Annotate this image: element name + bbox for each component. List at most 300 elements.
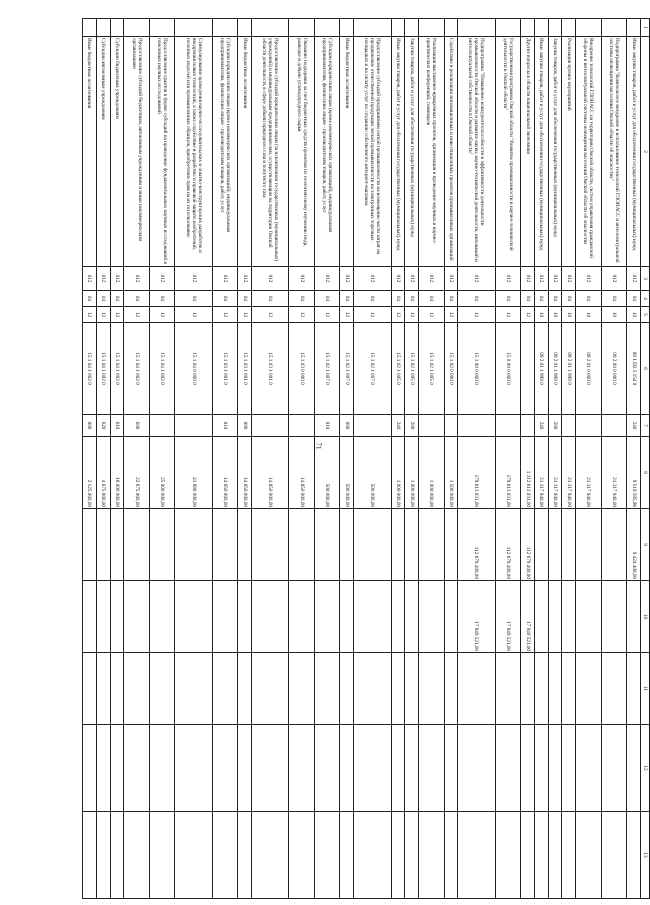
amount-cell xyxy=(96,812,110,899)
target-article-cell: 15 1 00 0 000 0 xyxy=(458,323,495,415)
amount-cell xyxy=(289,581,315,653)
amount-cell xyxy=(289,812,315,899)
column-number: 3 xyxy=(641,267,650,291)
row-name-cell: Закупка товаров, работ и услуг для обеспечения государственных (муниципальных) нужд xyxy=(548,37,562,267)
amount-cell xyxy=(212,653,238,725)
row-name-cell: Реализация прочих мероприятий xyxy=(562,37,576,267)
amount-cell xyxy=(495,812,521,899)
subsection-cell: 12 xyxy=(391,307,405,323)
expense-type-cell: 800 xyxy=(238,415,252,437)
amount-cell xyxy=(354,812,391,899)
expense-type-cell xyxy=(495,415,521,437)
amount-cell xyxy=(576,812,602,899)
row-number-cell xyxy=(391,19,405,37)
amount-cell: 41 880 000,00 xyxy=(175,437,212,509)
row-number-cell xyxy=(124,19,150,37)
row-name-cell: Предоставление субсидий предприятиям легкой промышленности на возмещение части затрат на продвижение отечественной продукции легкой промышленности на электронных торговых площадках и на оплату услуг по созданию собственного интернет-магазина xyxy=(354,37,391,267)
table-row xyxy=(175,19,212,899)
row-name-cell: Закупка товаров, работ и услуг для обеспечения государственных (муниципальных) нужд xyxy=(405,37,419,267)
amount-cell xyxy=(562,653,576,725)
amount-cell xyxy=(419,725,445,812)
expense-type-cell xyxy=(521,415,535,437)
expense-type-cell xyxy=(444,415,458,437)
amount-cell xyxy=(601,509,627,581)
amount-cell: 17 949 521,00 xyxy=(458,581,495,653)
amount-cell xyxy=(83,725,97,812)
row-number-cell xyxy=(110,19,124,37)
section-cell: 04 xyxy=(548,291,562,307)
row-name-cell: Предоставление субсидий бюджетным, автономным учреждениям и иным некоммерческим организациям xyxy=(124,37,150,267)
section-cell: 04 xyxy=(149,291,175,307)
subsection-cell: 12 xyxy=(83,307,97,323)
row-name-cell: Предоставление субсидий юридическим лицам (за исключением государственных (муниципальных) учреждений) и индивидуальным предпринимателям, осуществляющим на территории Омской области деятельность в сфере добычи природного газа и попутного газа xyxy=(252,37,289,267)
amount-cell xyxy=(289,653,315,725)
amount-cell xyxy=(601,725,627,812)
amount-cell: 25 000 000,00 xyxy=(149,437,175,509)
amount-cell xyxy=(124,509,150,581)
amount-cell: 2 125 000,00 xyxy=(83,437,97,509)
admin-code-cell: 012 xyxy=(391,267,405,291)
expense-type-cell: 610 xyxy=(110,415,124,437)
table-row xyxy=(405,19,419,899)
subsection-cell: 12 xyxy=(212,307,238,323)
row-name-cell: Иные закупки товаров, работ и услуг для обеспечения государственных (муниципальных) нужд xyxy=(534,37,548,267)
section-cell: 04 xyxy=(175,291,212,307)
table-row xyxy=(340,19,354,899)
row-name-cell: Реализация выставочно-ярмарочных проектов, организация и проведение научных и научно-практических конференций, семинаров xyxy=(419,37,445,267)
amount-cell xyxy=(340,509,354,581)
amount-cell xyxy=(340,725,354,812)
amount-cell xyxy=(96,509,110,581)
admin-code-cell: 012 xyxy=(444,267,458,291)
expense-type-cell xyxy=(601,415,627,437)
target-article-cell: 15 1 04 1 002 0 xyxy=(124,323,150,415)
amount-cell: 112 678 400,00 xyxy=(458,509,495,581)
amount-cell xyxy=(562,725,576,812)
table-row xyxy=(601,19,627,899)
amount-cell xyxy=(458,725,495,812)
row-number-cell xyxy=(289,19,315,37)
amount-cell xyxy=(627,725,641,812)
target-article-cell: 15 1 02 1 007 0 xyxy=(340,323,354,415)
amount-cell xyxy=(212,812,238,899)
amount-cell xyxy=(391,653,405,725)
table-row xyxy=(149,19,175,899)
table-row xyxy=(110,19,124,899)
amount-cell xyxy=(314,581,340,653)
expense-type-cell xyxy=(289,415,315,437)
row-name-cell: Иные бюджетные ассигнования xyxy=(340,37,354,267)
expense-type-cell: 800 xyxy=(340,415,354,437)
amount-cell xyxy=(212,509,238,581)
amount-cell xyxy=(458,653,495,725)
column-number: 5 xyxy=(641,307,650,323)
amount-cell xyxy=(252,581,289,653)
admin-code-cell: 012 xyxy=(96,267,110,291)
row-number-cell xyxy=(576,19,602,37)
subsection-cell: 12 xyxy=(340,307,354,323)
admin-code-cell: 012 xyxy=(405,267,419,291)
row-name-cell: Иные закупки товаров, работ и услуг для обеспечения государственных (муниципальных) нужд xyxy=(391,37,405,267)
admin-code-cell: 012 xyxy=(124,267,150,291)
expense-type-cell: 200 xyxy=(405,415,419,437)
section-cell: 04 xyxy=(444,291,458,307)
section-cell: 04 xyxy=(212,291,238,307)
amount-cell xyxy=(314,509,340,581)
table-row xyxy=(96,19,110,899)
column-number: 8 xyxy=(641,437,650,509)
subsection-cell: 12 xyxy=(124,307,150,323)
table-row xyxy=(238,19,252,899)
row-name-cell: Другие вопросы в области национальной экономики xyxy=(521,37,535,267)
target-article-cell: 15 1 04 1 002 0 xyxy=(96,323,110,415)
amount-cell xyxy=(444,725,458,812)
amount-cell xyxy=(444,653,458,725)
amount-cell xyxy=(548,581,562,653)
amount-cell xyxy=(149,509,175,581)
subsection-cell: 12 xyxy=(354,307,391,323)
column-number: 9 xyxy=(641,509,650,581)
amount-cell xyxy=(391,509,405,581)
target-article-cell: 15 1 04 1 002 0 xyxy=(110,323,124,415)
amount-cell xyxy=(175,725,212,812)
admin-code-cell: 012 xyxy=(548,267,562,291)
table-row xyxy=(314,19,340,899)
admin-code-cell: 012 xyxy=(83,267,97,291)
row-number-cell xyxy=(212,19,238,37)
row-name-cell: Субсидии юридическим лицам (кроме некоммерческих организаций), индивидуальным предпринимателям, физическим лицам - производителям товаров, работ, услуг xyxy=(212,37,238,267)
amount-cell xyxy=(405,653,419,725)
subsection-cell: 12 xyxy=(444,307,458,323)
amount-cell xyxy=(405,581,419,653)
amount-cell: 179 813 031,00 xyxy=(495,437,521,509)
admin-code-cell: 012 xyxy=(495,267,521,291)
column-number: 7 xyxy=(641,415,650,437)
amount-cell xyxy=(175,509,212,581)
admin-code-cell: 012 xyxy=(252,267,289,291)
amount-cell xyxy=(419,509,445,581)
amount-cell: 500 000,00 xyxy=(354,437,391,509)
column-numbers-row xyxy=(641,19,650,899)
amount-cell xyxy=(83,812,97,899)
table-row xyxy=(391,19,405,899)
table-row xyxy=(458,19,495,899)
amount-cell: 1 312 813 031,00 xyxy=(521,437,535,509)
expense-type-cell: 600 xyxy=(124,415,150,437)
amount-cell xyxy=(314,725,340,812)
expense-type-cell xyxy=(149,415,175,437)
admin-code-cell: 012 xyxy=(521,267,535,291)
subsection-cell: 10 xyxy=(562,307,576,323)
section-cell: 04 xyxy=(354,291,391,307)
row-name-cell: Иные бюджетные ассигнования xyxy=(238,37,252,267)
budget-table xyxy=(82,18,650,899)
target-article-cell: 15 1 03 1 001 0 xyxy=(238,323,252,415)
amount-cell xyxy=(562,581,576,653)
admin-code-cell: 012 xyxy=(238,267,252,291)
amount-cell: 9 519 595,96 xyxy=(627,437,641,509)
amount-cell xyxy=(340,653,354,725)
row-number-cell xyxy=(548,19,562,37)
amount-cell: 21 317 940,00 xyxy=(601,437,627,509)
target-article-cell: 09 2 01 1 999 0 xyxy=(548,323,562,415)
amount-cell xyxy=(444,581,458,653)
amount-cell xyxy=(521,812,535,899)
target-article-cell: 15 1 02 1 007 0 xyxy=(354,323,391,415)
subsection-cell: 10 xyxy=(534,307,548,323)
target-article-cell: 15 1 04 0 000 0 xyxy=(175,323,212,415)
section-cell: 04 xyxy=(495,291,521,307)
admin-code-cell: 012 xyxy=(562,267,576,291)
amount-cell: 14 850 000,00 xyxy=(252,437,289,509)
amount-cell: 21 317 940,00 xyxy=(548,437,562,509)
amount-cell xyxy=(562,812,576,899)
amount-cell xyxy=(175,653,212,725)
amount-cell xyxy=(601,812,627,899)
admin-code-cell: 012 xyxy=(354,267,391,291)
row-number-cell xyxy=(252,19,289,37)
subsection-cell: 12 xyxy=(419,307,445,323)
amount-cell: 4 875 000,00 xyxy=(96,437,110,509)
amount-cell xyxy=(289,725,315,812)
amount-cell xyxy=(627,581,641,653)
subsection-cell: 12 xyxy=(96,307,110,323)
row-name-cell: Содействие в реализации инновационных и инвестиционных проектов промышленных организаций xyxy=(444,37,458,267)
row-number-cell xyxy=(495,19,521,37)
amount-cell xyxy=(83,581,97,653)
target-article-cell: 09 2 00 0 000 0 xyxy=(601,323,627,415)
amount-cell xyxy=(252,509,289,581)
subsection-cell: 12 xyxy=(405,307,419,323)
amount-cell xyxy=(576,581,602,653)
row-number-cell xyxy=(314,19,340,37)
row-number-cell xyxy=(149,19,175,37)
row-number-cell xyxy=(601,19,627,37)
target-article-cell: 15 1 02 1 007 0 xyxy=(314,323,340,415)
subsection-cell: 10 xyxy=(601,307,627,323)
expense-type-cell: 800 xyxy=(83,415,97,437)
admin-code-cell: 012 xyxy=(314,267,340,291)
target-article-cell: 15 1 02 1 005 0 xyxy=(419,323,445,415)
admin-code-cell: 012 xyxy=(576,267,602,291)
amount-cell xyxy=(96,725,110,812)
expense-type-cell xyxy=(576,415,602,437)
expense-type-cell xyxy=(562,415,576,437)
amount-cell xyxy=(562,509,576,581)
amount-cell xyxy=(238,725,252,812)
amount-cell xyxy=(252,812,289,899)
amount-cell xyxy=(252,653,289,725)
subsection-cell: 10 xyxy=(627,307,641,323)
section-cell: 04 xyxy=(521,291,535,307)
table-row xyxy=(495,19,521,899)
subsection-cell: 10 xyxy=(576,307,602,323)
amount-cell xyxy=(238,581,252,653)
amount-cell xyxy=(96,581,110,653)
amount-cell xyxy=(124,581,150,653)
target-article-cell: 15 1 02 1 005 0 xyxy=(391,323,405,415)
target-article-cell: 09 1 D2 5 154 0 xyxy=(627,323,641,415)
table-row xyxy=(83,19,97,899)
section-cell: 04 xyxy=(83,291,97,307)
amount-cell xyxy=(354,509,391,581)
section-cell: 04 xyxy=(419,291,445,307)
amount-cell xyxy=(576,653,602,725)
subsection-cell: 12 xyxy=(495,307,521,323)
amount-cell xyxy=(601,653,627,725)
admin-code-cell: 012 xyxy=(212,267,238,291)
expense-type-cell: 240 xyxy=(534,415,548,437)
amount-cell xyxy=(576,725,602,812)
column-number: 11 xyxy=(641,653,650,725)
target-article-cell: 15 1 02 0 000 0 xyxy=(444,323,458,415)
table-row xyxy=(124,19,150,899)
target-article-cell xyxy=(521,323,535,415)
row-number-cell xyxy=(354,19,391,37)
column-number: 6 xyxy=(641,323,650,415)
amount-cell xyxy=(83,509,97,581)
subsection-cell: 12 xyxy=(289,307,315,323)
amount-cell xyxy=(354,581,391,653)
section-cell: 04 xyxy=(562,291,576,307)
row-number-cell xyxy=(419,19,445,37)
admin-code-cell: 012 xyxy=(419,267,445,291)
amount-cell: 14 850 000,00 xyxy=(238,437,252,509)
amount-cell xyxy=(627,812,641,899)
admin-code-cell: 012 xyxy=(110,267,124,291)
target-article-cell: 15 1 02 1 005 0 xyxy=(405,323,419,415)
subsection-cell: 12 xyxy=(314,307,340,323)
row-number-cell xyxy=(340,19,354,37)
amount-cell: 18 000 000,00 xyxy=(110,437,124,509)
expense-type-cell: 810 xyxy=(314,415,340,437)
amount-cell xyxy=(149,812,175,899)
amount-cell xyxy=(495,725,521,812)
table-row xyxy=(576,19,602,899)
amount-cell: 1 000 000,00 xyxy=(419,437,445,509)
row-name-cell: Оказание поддержки за счет бюджетных средств проектам по геологическому изучению недр, разведке и добыче углеводородного сырья xyxy=(289,37,315,267)
row-name-cell: Субсидии автономным учреждениям xyxy=(96,37,110,267)
section-cell: 04 xyxy=(252,291,289,307)
amount-cell xyxy=(405,725,419,812)
section-cell: 04 xyxy=(340,291,354,307)
target-article-cell: 15 1 03 1 001 0 xyxy=(252,323,289,415)
amount-cell xyxy=(444,812,458,899)
expense-type-cell: 810 xyxy=(212,415,238,437)
row-name-cell: Субсидии юридическим лицам (кроме некоммерческих организаций), индивидуальным предпринимателям, физическим лицам - производителям товаров, работ, услуг xyxy=(314,37,340,267)
subsection-cell: 12 xyxy=(458,307,495,323)
amount-cell xyxy=(391,581,405,653)
amount-cell xyxy=(354,653,391,725)
amount-cell xyxy=(444,509,458,581)
amount-cell xyxy=(419,653,445,725)
amount-cell xyxy=(110,581,124,653)
amount-cell xyxy=(495,653,521,725)
amount-cell xyxy=(576,509,602,581)
row-number-cell xyxy=(627,19,641,37)
amount-cell: 9 424 400,00 xyxy=(627,509,641,581)
section-cell: 04 xyxy=(110,291,124,307)
expense-type-cell xyxy=(252,415,289,437)
amount-cell xyxy=(405,812,419,899)
amount-cell xyxy=(601,581,627,653)
amount-cell xyxy=(521,653,535,725)
subsection-cell: 12 xyxy=(110,307,124,323)
amount-cell xyxy=(238,653,252,725)
target-article-cell: 15 1 04 1 002 0 xyxy=(149,323,175,415)
target-article-cell: 15 0 00 0 000 0 xyxy=(495,323,521,415)
amount-cell: 112 678 400,00 xyxy=(495,509,521,581)
amount-cell xyxy=(289,509,315,581)
admin-code-cell: 012 xyxy=(627,267,641,291)
row-number-cell xyxy=(534,19,548,37)
row-number-cell xyxy=(96,19,110,37)
row-number-cell xyxy=(562,19,576,37)
admin-code-cell: 012 xyxy=(289,267,315,291)
table-row xyxy=(252,19,289,899)
column-number: 4 xyxy=(641,291,650,307)
amount-cell xyxy=(534,725,548,812)
row-number-cell xyxy=(444,19,458,37)
section-cell: 04 xyxy=(627,291,641,307)
amount-cell: 1 000 000,00 xyxy=(405,437,419,509)
amount-cell xyxy=(534,509,548,581)
amount-cell: 1 500 000,00 xyxy=(444,437,458,509)
row-number-cell xyxy=(458,19,495,37)
amount-cell xyxy=(175,812,212,899)
target-article-cell: 15 1 03 0 000 0 xyxy=(289,323,315,415)
row-name-cell: Стимулирование проведения научно-исследовательских и опытно-конструкторских разработок и внедрения новых технологий, а также содействие в разработке и правовой защите изобретений, полезных моделей или промышленных образцов, приобретение прав на их использование xyxy=(175,37,212,267)
amount-cell xyxy=(149,581,175,653)
row-name-cell: Подпрограмма "Повышение конкурентоспособности и эффективности деятельности промышленности Омской области и развитие науки, научно-технической деятельности, инноваций и интеллектуальной собственности в Омской области" xyxy=(458,37,495,267)
subsection-cell: 12 xyxy=(149,307,175,323)
column-number: 10 xyxy=(641,581,650,653)
section-cell: 04 xyxy=(391,291,405,307)
amount-cell: 14 850 000,00 xyxy=(289,437,315,509)
amount-cell xyxy=(534,653,548,725)
subsection-cell: 10 xyxy=(548,307,562,323)
amount-cell xyxy=(238,812,252,899)
amount-cell xyxy=(391,725,405,812)
amount-cell xyxy=(110,653,124,725)
amount-cell xyxy=(534,812,548,899)
amount-cell xyxy=(419,581,445,653)
amount-cell xyxy=(212,581,238,653)
amount-cell xyxy=(175,581,212,653)
column-number: 2 xyxy=(641,37,650,267)
section-cell: 04 xyxy=(96,291,110,307)
row-number-cell xyxy=(405,19,419,37)
section-cell: 04 xyxy=(124,291,150,307)
subsection-cell: 12 xyxy=(252,307,289,323)
amount-cell xyxy=(314,812,340,899)
amount-cell xyxy=(110,812,124,899)
row-name-cell: Внедрение технологий ГЛОНАСС на территории Омской области, систем управления гражданской обороны и интеллектуальной системы оповещения населения Омской области об опасностях xyxy=(576,37,602,267)
table-row xyxy=(289,19,315,899)
section-cell: 04 xyxy=(576,291,602,307)
page-number: 71 xyxy=(314,442,323,450)
row-number-cell xyxy=(83,19,97,37)
amount-cell xyxy=(314,653,340,725)
row-name-cell: Иные закупки товаров, работ и услуг для обеспечения государственных (муниципальных) нужд xyxy=(627,37,641,267)
table-body xyxy=(83,19,641,899)
amount-cell xyxy=(405,509,419,581)
subsection-cell: 12 xyxy=(175,307,212,323)
target-article-cell: 09 2 01 0 000 0 xyxy=(576,323,602,415)
amount-cell xyxy=(391,812,405,899)
section-cell: 04 xyxy=(289,291,315,307)
expense-type-cell: 200 xyxy=(548,415,562,437)
